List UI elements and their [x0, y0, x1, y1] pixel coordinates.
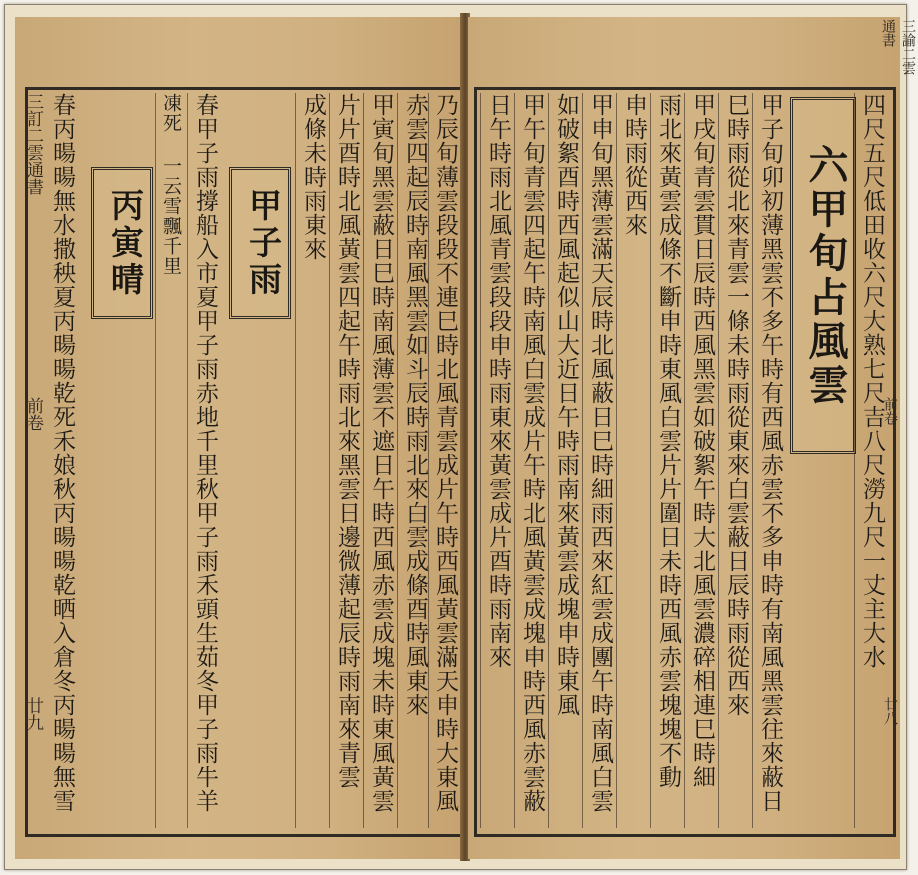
section-title: 六甲旬占風雲 [790, 97, 856, 454]
bingyin-text-1: 春丙暘暘無水撒秧夏丙暘暘乾死禾娘秋丙暘暘乾晒入倉冬丙暘暘無雪 [49, 93, 75, 813]
right-column-5: 申時雨從西來 [616, 93, 651, 828]
jiazi-title: 甲子雨 [229, 167, 291, 319]
right-margin-title: 三諭二雲通書 [880, 19, 916, 75]
left-column-1: 甲寅旬黑雲蔽日巳時南風薄雲不遮日午時西風赤雲成塊未時東風黃雲 [363, 93, 398, 828]
right-column-2: 巳時雨從北來青雲一條未時雨從東來白雲蔽日辰時雨從西來 [718, 93, 753, 828]
left-margin-section: 前卷 [23, 397, 43, 431]
left-column-5: 成條未時雨東來 [295, 93, 330, 828]
right-column-4: 雨北來黃雲成條不斷申時東風白雲片片圍日未時西風赤雲塊塊不動 [650, 93, 685, 828]
left-column-3: 乃辰旬薄雲段段不連巳時北風青雲成片午時西風黃雲滿天申時大東風 [428, 93, 462, 828]
right-margin-section: 前卷 [882, 397, 898, 425]
right-column-8: 甲午旬青雲四起午時南風白雲成片午時北風黃雲成塊申時西風赤雲蔽 [514, 93, 549, 828]
right-margin-page: 廿八 [882, 697, 898, 725]
left-column-2: 赤雲四起辰時南風黑雲如斗辰時雨北來白雲成條酉時風東來 [397, 93, 432, 828]
right-column-9: 日午時雨北風青雲段段申時雨東來黃雲成片酉時雨南來 [480, 93, 515, 828]
header-column: 四尺五尺低田收六尺大熟七尺吉八尺澇九尺一丈主大水 [854, 93, 889, 828]
right-column-1: 甲子旬卯初薄黑雲不多午時有西風赤雲不多申時有南風黑雲往來蔽日 [752, 93, 787, 828]
scan-frame [4, 4, 916, 870]
right-column-3: 甲戌旬青雲貫日辰時西風黑雲如破絮午時大北風雲濃碎相連巳時細 [684, 93, 719, 828]
left-margin-page: 廿九 [23, 697, 43, 731]
right-column-6: 甲申旬黑薄雲滿天辰時北風蔽日巳時細雨西來紅雲成團午時南風白雲 [582, 93, 617, 828]
left-margin-title: 三訂二雲通書 [23, 93, 43, 195]
left-page [15, 17, 462, 859]
right-column-7: 如破絮酉時西風起似山大近日午時雨南來黃雲成塊申時東風 [548, 93, 583, 828]
left-column-4: 片片酉時北風黃雲四起午時雨北來黑雲日邊微薄起辰時雨南來青雲 [329, 93, 364, 828]
jiazi-text-1: 春甲子雨撐船入市夏甲子雨赤地千里秋甲子雨禾頭生茹冬甲子雨牛羊 [187, 93, 222, 828]
jiazi-text-2: 凍死 一云雪飄千里 [155, 93, 188, 828]
bingyin-title: 丙寅晴 [91, 167, 153, 319]
right-page [468, 17, 916, 859]
